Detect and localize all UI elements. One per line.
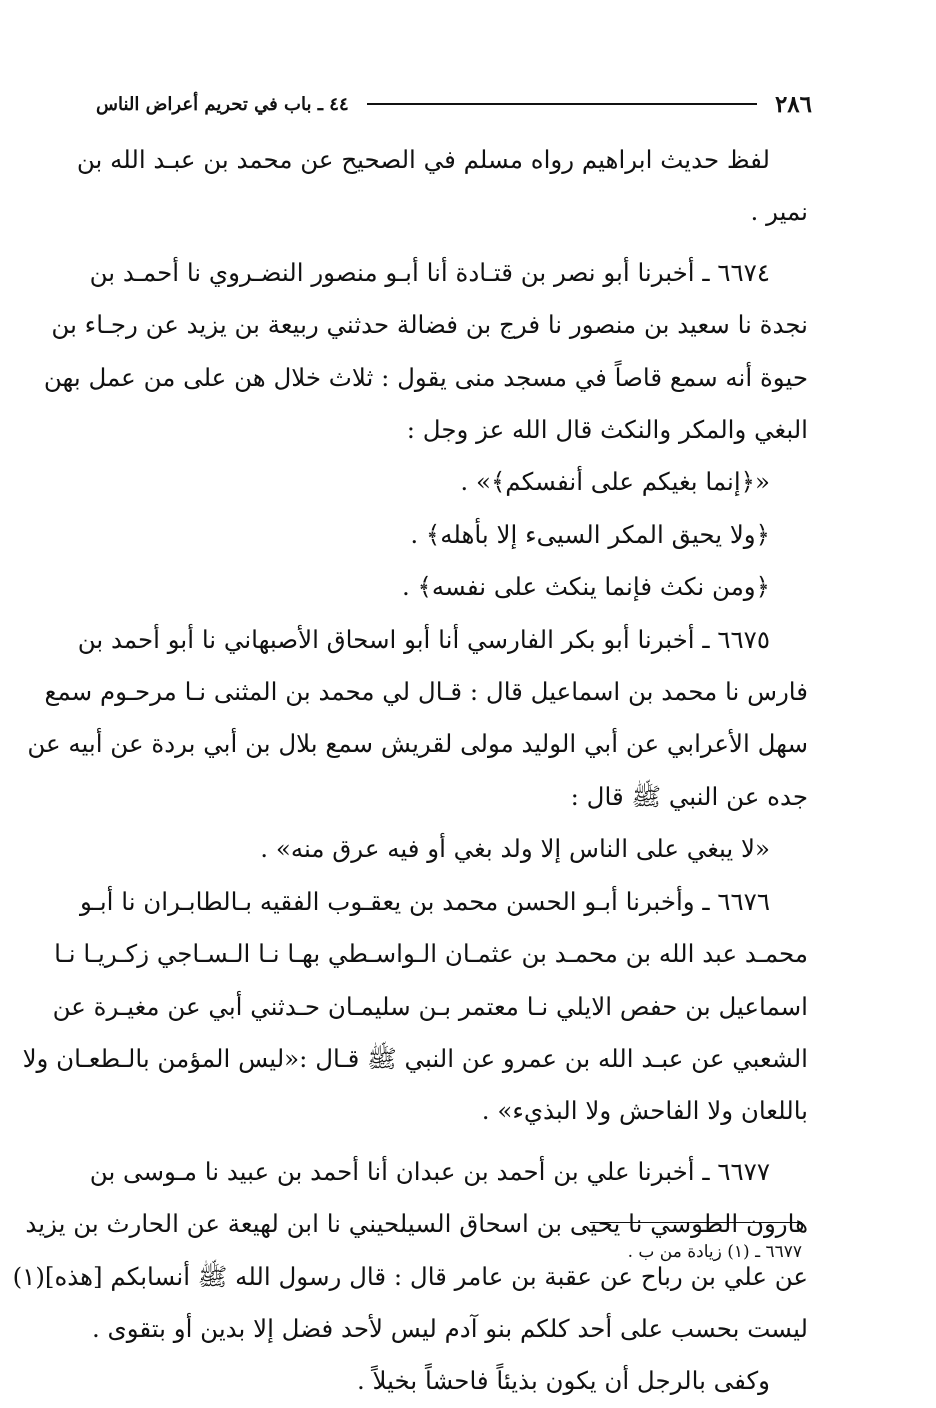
text-line: الشعبي عن عبـد الله بن عمرو عن النبي ﷺ قـال :«ليس المؤمن بالـطعـان ولا — [22, 1043, 808, 1073]
text-line: اسماعيل بن حفص الايلي نـا معتمر بـن سليمـان حـدثني أبي عن مغيـرة عن — [52, 991, 808, 1021]
text-line: «لا يبغي على الناس إلا ولد بغي أو فيه عرق منه» . — [260, 834, 770, 864]
text-line: حيوة أنه سمع قاصاً في مسجد منى يقول : ثلاث خلال هن على من عمل بهن — [43, 362, 808, 392]
paragraph-gap — [100, 1138, 808, 1146]
text-line: فارس نا محمد بن اسماعيل قال : قـال لي محمد بن المثنى نـا مرحـوم سمع — [44, 677, 808, 707]
chapter-title: ٤٤ ـ باب في تحريم أعراض الناس — [96, 93, 349, 115]
text-line: ٦٦٧٦ ـ وأخبرنا أبـو الحسن محمد بن يعقـوب الفقيه بـالطابـران نا أبـو — [79, 886, 770, 916]
text-line: سهل الأعرابي عن أبي الوليد مولى لقريش سمع بلال بن أبي بردة عن أبيه عن — [27, 729, 808, 759]
text-line: لفظ حديث ابراهيم رواه مسلم في الصحيح عن محمد بن عبـد الله بن — [76, 145, 770, 174]
text-line: ٦٦٧٥ ـ أخبرنا أبو بكر الفارسي أنا أبو اسحاق الأصبهاني نا أبو أحمد بن — [77, 624, 770, 654]
text-line: وكفى بالرجل أن يكون بذيئاً فاحشاً بخيلاً . — [356, 1366, 770, 1396]
text-line: ليست بحسب على أحد كلكم بنو آدم ليس لأحد فضل إلا بدين أو بتقوى . — [91, 1313, 808, 1343]
text-line: باللعان ولا الفاحش ولا البذيء» . — [481, 1096, 808, 1126]
text-line: «﴿إنما بغيكم على أنفسكم﴾» . — [460, 467, 770, 497]
page-number: ٢٨٦ — [774, 90, 812, 118]
text-line: نجدة نا سعيد بن منصور نا فرج بن فضالة حدثني ربيعة بن يزيد عن رجـاء بن — [51, 310, 808, 340]
text-line: ٦٦٧٧ ـ أخبرنا علي بن أحمد بن عبدان أنا أحمد بن عبيد نا مـوسى بن — [89, 1156, 770, 1186]
text-line: البغي والمكر والنكث قال الله عز وجل : — [406, 415, 808, 445]
footnote-separator — [590, 1222, 802, 1223]
paragraph-gap — [100, 239, 808, 247]
text-line: ﴿ومن نكث فإنما ينكث على نفسه﴾ . — [401, 572, 770, 602]
main-text — [12, 134, 808, 1408]
text-line: جده عن النبي ﷺ قال : — [570, 781, 808, 811]
text-line: نمير . — [750, 197, 808, 227]
text-line: عن علي بن رباح عن عقبة بن عامر قال : قال رسول الله ﷺ أنسابكم [هذه](١) — [12, 1261, 808, 1291]
page-header — [96, 84, 812, 124]
text-line: هارون الطوسي نا يحيى بن اسحاق السيلحيني نا ابن لهيعة عن الحارث بن يزيد — [25, 1209, 808, 1239]
text-line: ٦٦٧٤ ـ أخبرنا أبو نصر بن قتـادة أنا أبـو منصور النضـروي نا أحمـد بن — [89, 257, 770, 287]
text-line: محمـد عبد الله بن محمـد بن عثمـان الـواسـطي بهـا نـا الـسـاجي زكـريـا نـا — [54, 939, 808, 969]
footnote: ٦٦٧٧ ـ (١) زيادة من ب . — [627, 1242, 802, 1262]
text-line: ﴿ولا يحيق المكر السيىء إلا بأهله﴾ . — [410, 519, 770, 549]
header-rule — [367, 103, 757, 105]
